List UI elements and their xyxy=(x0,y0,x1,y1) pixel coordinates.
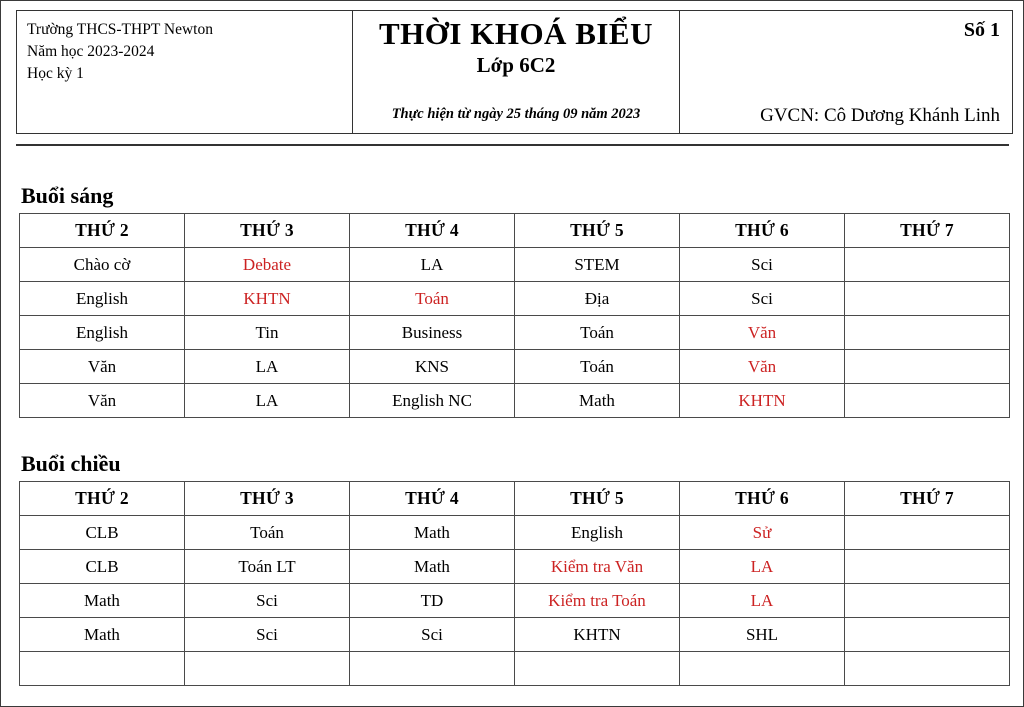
schedule-cell: Tin xyxy=(185,316,350,350)
schedule-cell: Math xyxy=(515,384,680,418)
schedule-cell: Debate xyxy=(185,248,350,282)
schedule-cell: Chào cờ xyxy=(20,248,185,282)
section-title-afternoon: Buổi chiều xyxy=(21,451,121,476)
schedule-cell xyxy=(350,652,515,686)
schedule-cell: LA xyxy=(680,550,845,584)
schedule-cell: Văn xyxy=(20,384,185,418)
document-title: THỜI KHOÁ BIỂU xyxy=(379,16,653,51)
schedule-cell: Business xyxy=(350,316,515,350)
table-row xyxy=(20,550,1010,584)
column-header-thu7: THỨ 7 xyxy=(845,214,1010,248)
schedule-cell: CLB xyxy=(20,550,185,584)
column-header-thu3: THỨ 3 xyxy=(185,214,350,248)
schedule-cell: Toán xyxy=(185,516,350,550)
schedule-cell: Kiểm tra Toán xyxy=(515,584,680,618)
schedule-cell: KHTN xyxy=(515,618,680,652)
schedule-cell: KHTN xyxy=(185,282,350,316)
schedule-cell: KHTN xyxy=(680,384,845,418)
effective-date: Thực hiện từ ngày 25 tháng 09 năm 2023 xyxy=(391,106,641,122)
schedule-cell: LA xyxy=(350,248,515,282)
table-row xyxy=(20,248,1010,282)
schedule-cell: LA xyxy=(185,350,350,384)
schedule-cell xyxy=(845,350,1010,384)
table-header-row xyxy=(20,214,1010,248)
table-row xyxy=(20,282,1010,316)
timetable-morning xyxy=(19,213,1010,418)
schedule-cell: Sử xyxy=(680,516,845,550)
table-header-row xyxy=(20,482,1010,516)
table-row xyxy=(20,384,1010,418)
schedule-cell: Sci xyxy=(185,584,350,618)
schedule-cell xyxy=(680,652,845,686)
school-year: Năm học 2023-2024 xyxy=(27,43,155,60)
header-school-cell xyxy=(17,11,353,134)
header-title-cell xyxy=(353,11,680,134)
schedule-cell xyxy=(20,652,185,686)
semester: Học kỳ 1 xyxy=(27,65,84,82)
schedule-cell: Math xyxy=(20,618,185,652)
schedule-cell: Văn xyxy=(20,350,185,384)
schedule-cell xyxy=(515,652,680,686)
table-row xyxy=(20,516,1010,550)
schedule-cell: SHL xyxy=(680,618,845,652)
schedule-cell: Sci xyxy=(185,618,350,652)
schedule-cell: Kiểm tra Văn xyxy=(515,550,680,584)
schedule-cell: Math xyxy=(350,516,515,550)
column-header-thu7: THỨ 7 xyxy=(845,482,1010,516)
schedule-cell xyxy=(845,516,1010,550)
schedule-cell xyxy=(185,652,350,686)
table-row xyxy=(20,584,1010,618)
schedule-cell: Math xyxy=(350,550,515,584)
column-header-thu4: THỨ 4 xyxy=(350,482,515,516)
table-row xyxy=(20,350,1010,384)
table-row xyxy=(20,316,1010,350)
schedule-cell: English xyxy=(515,516,680,550)
schedule-cell: LA xyxy=(185,384,350,418)
schedule-cell xyxy=(845,584,1010,618)
schedule-cell: TD xyxy=(350,584,515,618)
schedule-cell xyxy=(845,384,1010,418)
column-header-thu6: THỨ 6 xyxy=(680,214,845,248)
schedule-cell: Sci xyxy=(680,248,845,282)
column-header-thu4: THỨ 4 xyxy=(350,214,515,248)
class-label: Lớp 6C2 xyxy=(476,53,556,78)
morning-rows xyxy=(20,248,1010,418)
header-divider xyxy=(16,144,1009,146)
schedule-cell xyxy=(845,316,1010,350)
schedule-cell xyxy=(845,282,1010,316)
document-header xyxy=(16,10,1013,134)
table-row xyxy=(20,652,1010,686)
schedule-cell: Văn xyxy=(680,316,845,350)
schedule-cell: Math xyxy=(20,584,185,618)
schedule-cell: Sci xyxy=(350,618,515,652)
column-header-thu3: THỨ 3 xyxy=(185,482,350,516)
schedule-cell xyxy=(845,248,1010,282)
schedule-cell: English xyxy=(20,282,185,316)
schedule-cell: Sci xyxy=(680,282,845,316)
afternoon-rows xyxy=(20,516,1010,686)
schedule-cell: Toán xyxy=(515,316,680,350)
homeroom-teacher: GVCN: Cô Dương Khánh Linh xyxy=(760,105,1000,126)
schedule-cell: KNS xyxy=(350,350,515,384)
schedule-cell xyxy=(845,550,1010,584)
schedule-cell: Toán LT xyxy=(185,550,350,584)
schedule-cell: CLB xyxy=(20,516,185,550)
schedule-cell xyxy=(845,652,1010,686)
column-header-thu6: THỨ 6 xyxy=(680,482,845,516)
column-header-thu5: THỨ 5 xyxy=(515,214,680,248)
schedule-cell xyxy=(845,618,1010,652)
schedule-cell: Toán xyxy=(515,350,680,384)
school-name: Trường THCS-THPT Newton xyxy=(27,21,213,38)
schedule-cell: Địa xyxy=(515,282,680,316)
header-issue-cell xyxy=(680,11,1013,134)
schedule-cell: English xyxy=(20,316,185,350)
timetable-afternoon xyxy=(19,481,1010,686)
schedule-cell: Toán xyxy=(350,282,515,316)
section-title-morning: Buổi sáng xyxy=(21,183,114,208)
schedule-cell: LA xyxy=(680,584,845,618)
issue-number: Số 1 xyxy=(963,19,1000,41)
column-header-thu2: THỨ 2 xyxy=(20,482,185,516)
column-header-thu5: THỨ 5 xyxy=(515,482,680,516)
table-row xyxy=(20,618,1010,652)
schedule-cell: Văn xyxy=(680,350,845,384)
column-header-thu2: THỨ 2 xyxy=(20,214,185,248)
schedule-cell: English NC xyxy=(350,384,515,418)
schedule-cell: STEM xyxy=(515,248,680,282)
